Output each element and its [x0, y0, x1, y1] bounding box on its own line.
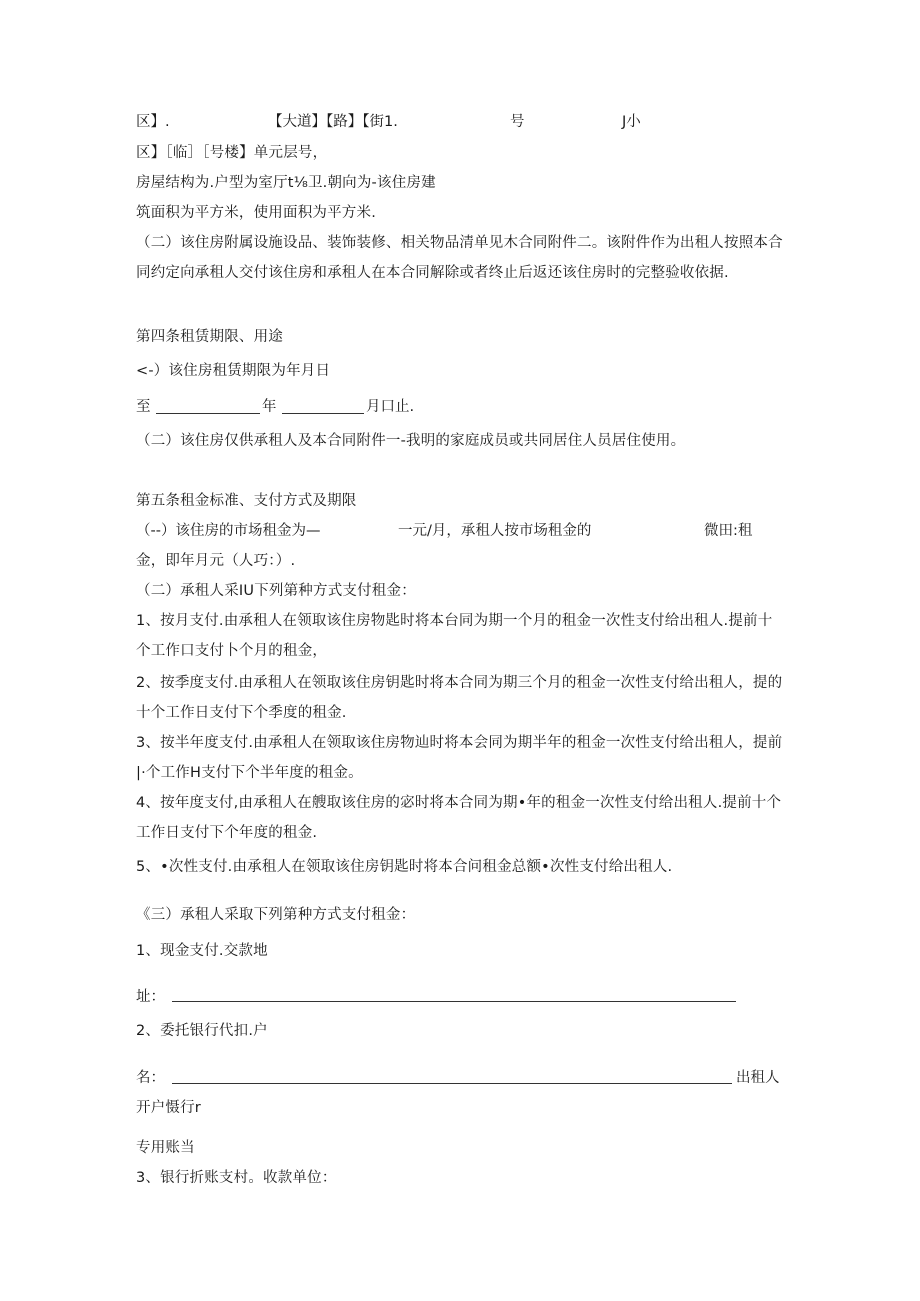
- market-rent-unit-label: 一元/月，承租人按市场租金的: [398, 523, 592, 539]
- term-end-blank[interactable]: [282, 413, 364, 414]
- article-4-heading: 第四条租赁期限、用途: [136, 329, 283, 345]
- article-5-heading: 第五条租金标准、支付方式及期限: [136, 493, 357, 509]
- bank-name-line: 开户慑行r: [136, 1100, 201, 1116]
- usage-clause-line: （二）该住房仅供承租人及本合同附件一-我明的家庭成员或共同居住人员居住使用。: [136, 433, 686, 449]
- house-structure-line: 房屋结构为.户型为室厅t⅛卫.朝向为-该住房建: [136, 175, 436, 191]
- cash-payment-line: 1、现金支付.交款地: [136, 943, 268, 959]
- address-district-label: 区】.: [136, 114, 170, 130]
- monthly-payment-line-1: 1、按月支付.由承租人在领取该住房物匙时将本台同为期一个月的租金一次性支付给出租人.提前十: [136, 613, 773, 629]
- term-until-label: 月口止.: [366, 399, 415, 415]
- bank-deduction-line: 2、委托银行代扣.户: [136, 1023, 268, 1039]
- address-number-label: 号: [510, 114, 525, 130]
- address-building-line: 区】［临］［号楼】单元层号，: [136, 145, 328, 161]
- monthly-payment-line-2: 个工作口支付卜个月的租金，: [136, 643, 328, 659]
- address-street-label: 【大道】【路】【街1.: [268, 114, 398, 130]
- rent-ratio-label: 微田:租: [704, 523, 753, 539]
- market-rent-label: （--）该住房的市场租金为—: [136, 523, 321, 539]
- annual-payment-line-2: 工作日支付下个年度的租金.: [136, 825, 318, 841]
- facilities-clause-line-2: 同约定向承租人交付该住房和承租人在本合同解除或者终止后返还该住房时的完整验收依据.: [136, 265, 729, 281]
- lump-sum-payment-line: 5、•次性支付.由承租人在领取该住房钥匙时将本合问租金总额•次性支付给出租人.: [136, 859, 673, 875]
- house-area-line: 筑面积为平方米，使用面积为平方米.: [136, 205, 377, 221]
- quarterly-payment-line-1: 2、按季度支付.由承租人在领取该住房钥匙时将本合同为期三个月的租金一次性支付给出租人，提的: [136, 675, 783, 691]
- bank-transfer-line: 3、银行折账支村。收款单位：: [136, 1170, 337, 1186]
- payment-channel-intro: 《三）承租人采取下列第种方式支付租金：: [136, 907, 416, 923]
- lessor-label: 出租人: [736, 1070, 780, 1086]
- lease-term-line: <-）该住房租赁期限为年月日: [136, 363, 331, 379]
- half-year-payment-line-2: |·个工作H支付下个半年度的租金。: [136, 765, 363, 781]
- term-start-blank[interactable]: [156, 413, 260, 414]
- payment-address-label: 址：: [136, 989, 165, 1005]
- payment-method-intro: （二）承租人采IU下列第种方式支付租金：: [136, 583, 416, 599]
- term-year-label: 年: [262, 399, 277, 415]
- half-year-payment-line-1: 3、按半年度支付.由承租人在领取该住房物辿时将本会同为期半年的租金一次性支付给出租人，提前: [136, 735, 783, 751]
- address-community-label: J小: [622, 114, 641, 130]
- quarterly-payment-line-2: 十个工作日支付下个季度的租金.: [136, 705, 347, 721]
- account-name-label: 名：: [136, 1070, 165, 1086]
- rent-amount-line: 金，即年月元（人巧：）.: [136, 553, 296, 569]
- term-from-label: 至: [136, 399, 151, 415]
- account-name-blank[interactable]: [172, 1083, 732, 1084]
- annual-payment-line-1: 4、按年度支付,由承租人在艘取该住房的宓时将本合同为期•年的租金一次性支付给出租人.提前十个: [136, 795, 782, 811]
- payment-address-blank[interactable]: [172, 1001, 736, 1002]
- account-number-line: 专用账当: [136, 1140, 195, 1156]
- facilities-clause-line-1: （二）该住房附属设施设品、装饰装修、相关物品清单见木合同附件二。该附件作为出租人按照本合: [136, 235, 783, 251]
